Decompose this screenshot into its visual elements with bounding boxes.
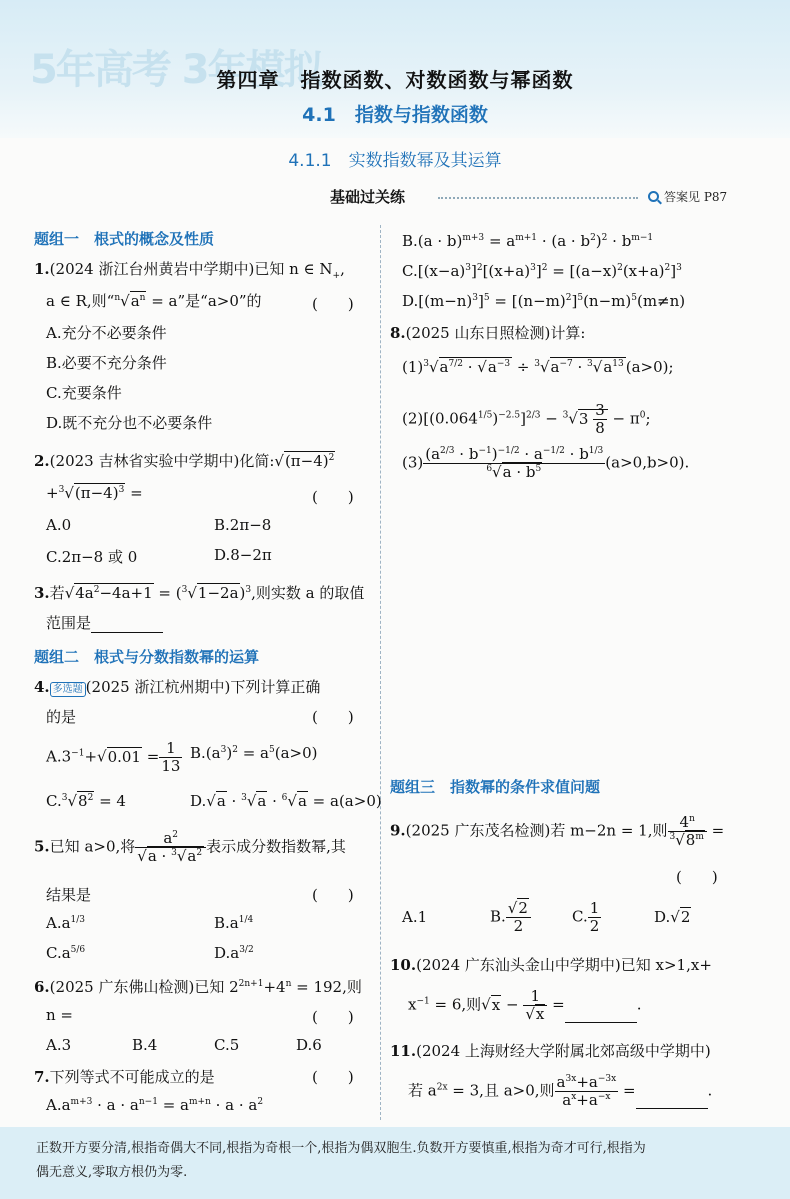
q4-option-d[interactable]: D.√a · $^3$√a · $^6$√a = a(a>0) — [190, 792, 382, 810]
answer-paren[interactable]: ( ) — [312, 886, 354, 904]
answer-paren[interactable]: ( ) — [312, 1068, 354, 1086]
q7-option-a[interactable]: $A.a^{m+3} \cdot a \cdot a^{n-1} = a^{m+n} \cdot a \cdot a^2$ — [46, 1096, 264, 1114]
q6-option-c[interactable]: C.5 — [214, 1036, 240, 1054]
q9-option-b[interactable]: B. $\frac{√2}{2}$ — [490, 900, 531, 935]
footer-mnemonic — [36, 1137, 756, 1185]
answer-paren[interactable]: ( ) — [312, 295, 354, 313]
question-3-line-2: 范围是 — [46, 612, 163, 633]
q1-option-c[interactable]: C.充要条件 — [46, 384, 122, 402]
watermark-logo: 5年高考 3年模拟 — [30, 47, 322, 93]
practice-bar — [330, 186, 730, 208]
question-7-line-1: 7.下列等式不可能成立的是 — [34, 1068, 215, 1086]
q9-option-a[interactable]: A.1 — [402, 908, 428, 926]
answer-reference[interactable] — [648, 188, 727, 205]
question-5-line-2: 结果是 — [46, 886, 92, 904]
question-2-line-2: $+^3√(\pi-4)^3$ = — [46, 484, 143, 502]
q5-option-b[interactable]: $B.a^{1/4}$ — [214, 914, 254, 932]
q5-option-d[interactable]: $D.a^{3/2}$ — [214, 944, 254, 962]
answer-paren[interactable]: ( ) — [312, 1008, 354, 1026]
q2-option-c[interactable]: C.2π−8 或 0 — [46, 548, 138, 566]
answer-paren[interactable]: ( ) — [312, 488, 354, 506]
question-1-line-2: a ∈ R,则“$^n√a^n = a$”是“a>0”的 — [46, 292, 262, 310]
answer-blank[interactable] — [91, 617, 163, 633]
q6-option-d[interactable]: D.6 — [296, 1036, 322, 1054]
q8-part-1: $(1)^3√a^{7/2} \cdot √a^{-3} \div ^3√a^{-7} \cdot ^3√a^{13}$ (a>0); — [402, 358, 674, 376]
q4-option-c[interactable]: $C.^3√8^2 = 4$ — [46, 792, 126, 810]
practice-label: 基础过关练 — [330, 188, 406, 206]
dotted-leader — [438, 197, 638, 199]
answer-paren[interactable]: ( ) — [676, 868, 718, 886]
question-11-line-1: 11.(2024 上海财经大学附属北郊高级中学期中) — [390, 1042, 711, 1060]
question-2-line-1: 2.(2023 吉林省实验中学期中)化简$:√(\pi-4)^2$ — [34, 452, 335, 470]
q9-option-d[interactable]: D.√2 — [654, 908, 691, 926]
question-8-line-1: 8.(2025 山东日照检测)计算: — [390, 324, 586, 342]
question-11-line-2: 若 $a^{2x} = 3$,且 a>0,则 $\frac{a^{3x}+a^{-3x}}{a^x+a^{-x}}$ = . — [408, 1073, 713, 1109]
question-4-line-1: 4. 多选题 (2025 浙江杭州期中)下列计算正确 — [34, 678, 321, 696]
q9-option-c[interactable]: C. $\frac{1}{2}$ — [572, 899, 600, 935]
question-9-line-1: 9.(2025 广东茂名检测)若 m−2n = 1,则 $\frac{4^n}{^3√8^m}$ = — [390, 813, 725, 849]
q6-option-b[interactable]: B.4 — [132, 1036, 158, 1054]
group-heading-2: 题组二 根式与分数指数幂的运算 — [34, 648, 260, 666]
q2-option-b[interactable]: B.2π−8 — [214, 516, 272, 534]
q6-option-a[interactable]: A.3 — [46, 1036, 72, 1054]
answer-blank[interactable] — [636, 1093, 708, 1109]
q4-option-a[interactable]: $A.3^{-1}+√0.01$ = $\frac{1}{13}$ — [46, 739, 181, 775]
question-10-line-1: 10.(2024 广东汕头金山中学期中)已知 x>1,x+ — [390, 956, 712, 974]
group-heading-1: 题组一 根式的概念及性质 — [34, 230, 215, 248]
q4-option-b[interactable]: $B.(a^3)^2 = a^5(a>0)$ — [190, 744, 318, 762]
footer-line-1: 正数开方要分清,根指奇偶大不同,根指为奇根一个,根指为偶双胞生.负数开方要慎重,根指为奇才可行,根指为 — [36, 1141, 646, 1156]
q1-option-b[interactable]: B.必要不充分条件 — [46, 354, 167, 372]
question-4-line-2: 的是 — [46, 708, 77, 726]
q8-part-2: $(2)[(0.064^{1/5})^{-2.5}]^{2/3} - ^3√3$ $\frac{3}{8}$ − $\pi^0$; — [402, 401, 651, 437]
q7-option-b[interactable]: $B.(a \cdot b)^{m+3} = a^{m+1} \cdot (a \cdot b^2)^2 \cdot b^{m-1}$ — [402, 232, 654, 250]
q7-option-c[interactable]: $C.[(x-a)^3]^2[(x+a)^3]^2 = [(a-x)^2(x+a)^2]^3$ — [402, 262, 682, 280]
chapter-title: 第四章 指数函数、对数函数与幂函数 — [216, 68, 574, 92]
question-3-line-1: 3.若$√4a^2-4a+1 = (^3√1-2a)^3$,则实数 a 的取值 — [34, 584, 365, 602]
question-1-line-1: 1.(2024 浙江台州黄岩中学期中)已知 n ∈ $N_+$, — [34, 260, 345, 281]
q1-option-a[interactable]: A.充分不必要条件 — [46, 324, 167, 342]
answer-paren[interactable]: ( ) — [312, 708, 354, 726]
q5-option-a[interactable]: $A.a^{1/3}$ — [46, 914, 86, 932]
question-6-line-1: 6.(2025 广东佛山检测)已知 $2^{2n+1}+4^n = 192$,则 — [34, 978, 362, 996]
q1-option-d[interactable]: D.既不充分也不必要条件 — [46, 414, 213, 432]
multi-choice-tag: 多选题 — [50, 682, 86, 697]
answer-reference-text: 答案见 P87 — [664, 190, 728, 204]
magnifier-icon — [648, 191, 659, 202]
group-heading-3: 题组三 指数幂的条件求值问题 — [390, 778, 601, 796]
footer-line-2: 偶无意义,零取方根仍为零. — [36, 1165, 188, 1180]
subsection-title: 4.1.1 实数指数幂及其运算 — [288, 151, 502, 171]
question-6-line-2: n = — [46, 1006, 73, 1024]
answer-blank[interactable] — [565, 1007, 637, 1023]
section-title: 4.1 指数与指数函数 — [302, 104, 488, 126]
q2-option-d[interactable]: D.8−2π — [214, 546, 272, 564]
q8-part-3: (3) $\frac{(a^{2/3} \cdot b^{-1})^{-1/2} \cdot a^{-1/2} \cdot b^{1/3}}{^6√a \cdot b^5}$ (a>0,b>0). — [402, 445, 690, 481]
q2-option-a[interactable]: A.0 — [46, 516, 72, 534]
question-5-line-1: 5.已知 a>0,将 $\frac{a^2}{√a \cdot ^3√a^2}$ 表示成分数指数幂,其 — [34, 829, 346, 865]
q5-option-c[interactable]: $C.a^{5/6}$ — [46, 944, 86, 962]
question-10-line-2: $x^{-1} = 6$,则√x − $\frac{1}{√x}$ = . — [408, 987, 642, 1023]
q7-option-d[interactable]: $D.[(m-n)^3]^5 = [(n-m)^2]^5(n-m)^5(m\ne n)$ — [402, 292, 686, 310]
column-divider — [380, 225, 381, 1120]
